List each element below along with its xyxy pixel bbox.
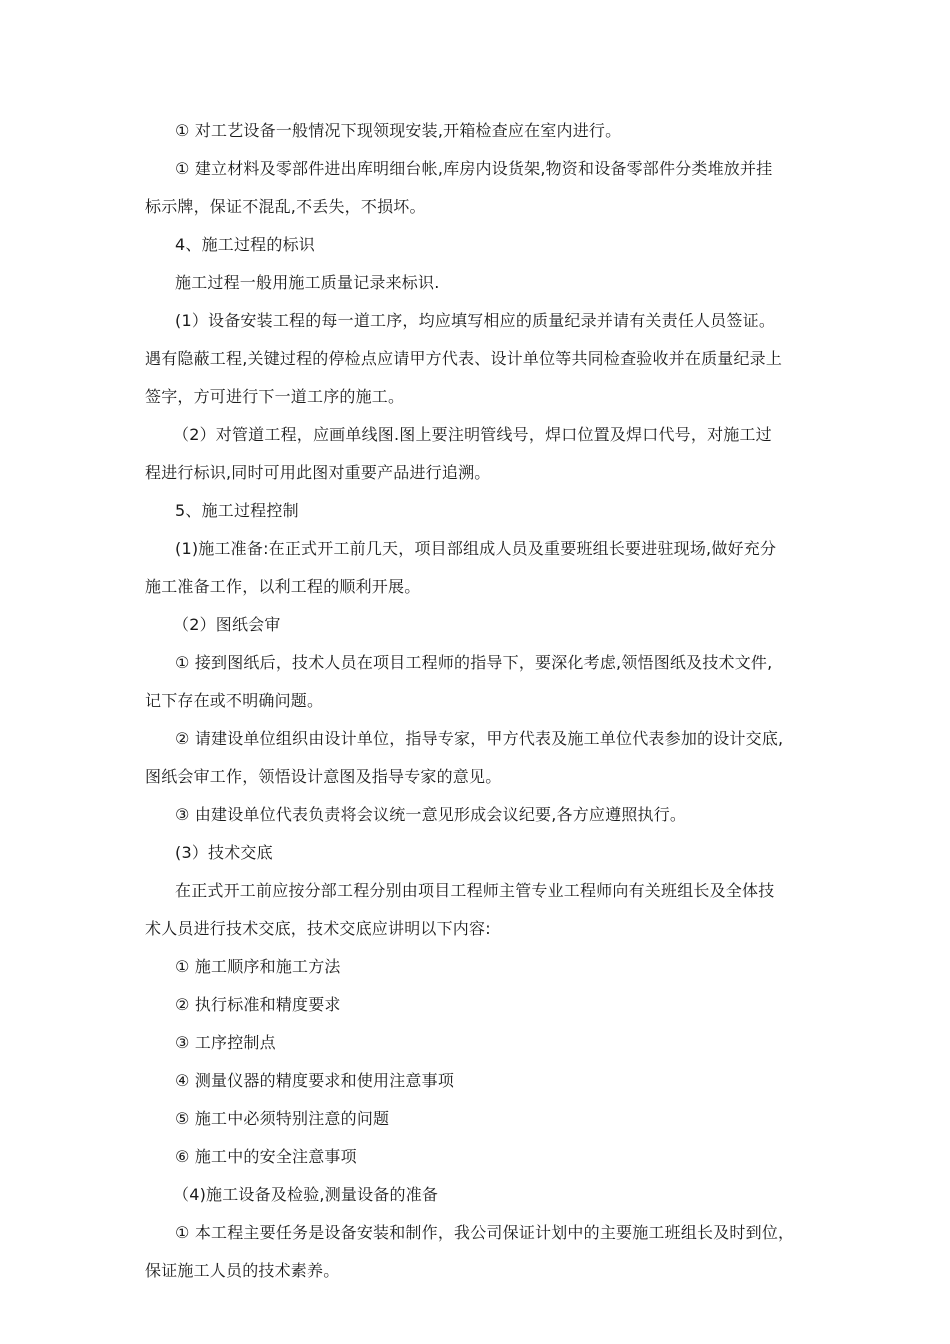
list-item: ② 执行标准和精度要求 [175,995,341,1014]
paragraph-line: 程进行标识,同时可用此图对重要产品进行追溯。 [145,463,491,482]
paragraph-line: 施工过程一般用施工质量记录来标识. [175,273,440,292]
paragraph-line: 施工准备工作，以利工程的顺利开展。 [145,577,421,596]
list-item: ① 施工顺序和施工方法 [175,957,341,976]
paragraph-line: ③ 由建设单位代表负责将会议统一意见形成会议纪要,各方应遵照执行。 [175,805,687,824]
paragraph-line: 签字，方可进行下一道工序的施工。 [145,387,405,406]
document-body [145,112,825,1290]
paragraph-line: ② 请建设单位组织由设计单位，指导专家，甲方代表及施工单位代表参加的设计交底, [175,729,784,748]
paragraph-line: 保证施工人员的技术素养。 [145,1261,340,1280]
paragraph-line: ① 建立材料及零部件进出库明细台帐,库房内设货架,物资和设备零部件分类堆放并挂 [175,159,773,178]
paragraph-line: 在正式开工前应按分部工程分别由项目工程师主管专业工程师向有关班组长及全体技 [175,881,775,900]
paragraph-line: （2）对管道工程，应画单线图.图上要注明管线号，焊口位置及焊口代号，对施工过 [173,425,772,444]
list-item: ④ 测量仪器的精度要求和使用注意事项 [175,1071,455,1090]
subsection-heading: (3）技术交底 [175,843,273,862]
list-item: ③ 工序控制点 [175,1033,276,1052]
section-heading: 4、施工过程的标识 [175,235,315,254]
subsection-heading: （2）图纸会审 [173,615,281,634]
paragraph-line: (1）设备安装工程的每一道工序，均应填写相应的质量纪录并请有关责任人员签证。 [175,311,776,330]
paragraph-line: 术人员进行技术交底，技术交底应讲明以下内容: [145,919,491,938]
paragraph-line: 图纸会审工作，领悟设计意图及指导专家的意见。 [145,767,502,786]
list-item: ⑥ 施工中的安全注意事项 [175,1147,357,1166]
paragraph-line: 标示牌，保证不混乱,不丢失，不损坏。 [145,197,426,216]
section-heading: 5、施工过程控制 [175,501,299,520]
subsection-heading: （4)施工设备及检验,测量设备的准备 [173,1185,439,1204]
paragraph-line: 记下存在或不明确问题。 [145,691,324,710]
paragraph-line: ① 接到图纸后，技术人员在项目工程师的指导下，要深化考虑,领悟图纸及技术文件, [175,653,773,672]
paragraph-line: (1)施工准备:在正式开工前几天，项目部组成人员及重要班组长要进驻现场,做好充分 [175,539,777,558]
paragraph-line: ① 本工程主要任务是设备安装和制作，我公司保证计划中的主要施工班组长及时到位， [175,1223,795,1242]
paragraph-line: ① 对工艺设备一般情况下现领现安装,开箱检查应在室内进行。 [175,121,622,140]
paragraph-line: 遇有隐蔽工程,关键过程的停检点应请甲方代表、设计单位等共同检查验收并在质量纪录上 [145,349,783,368]
list-item: ⑤ 施工中必须特别注意的问题 [175,1109,390,1128]
